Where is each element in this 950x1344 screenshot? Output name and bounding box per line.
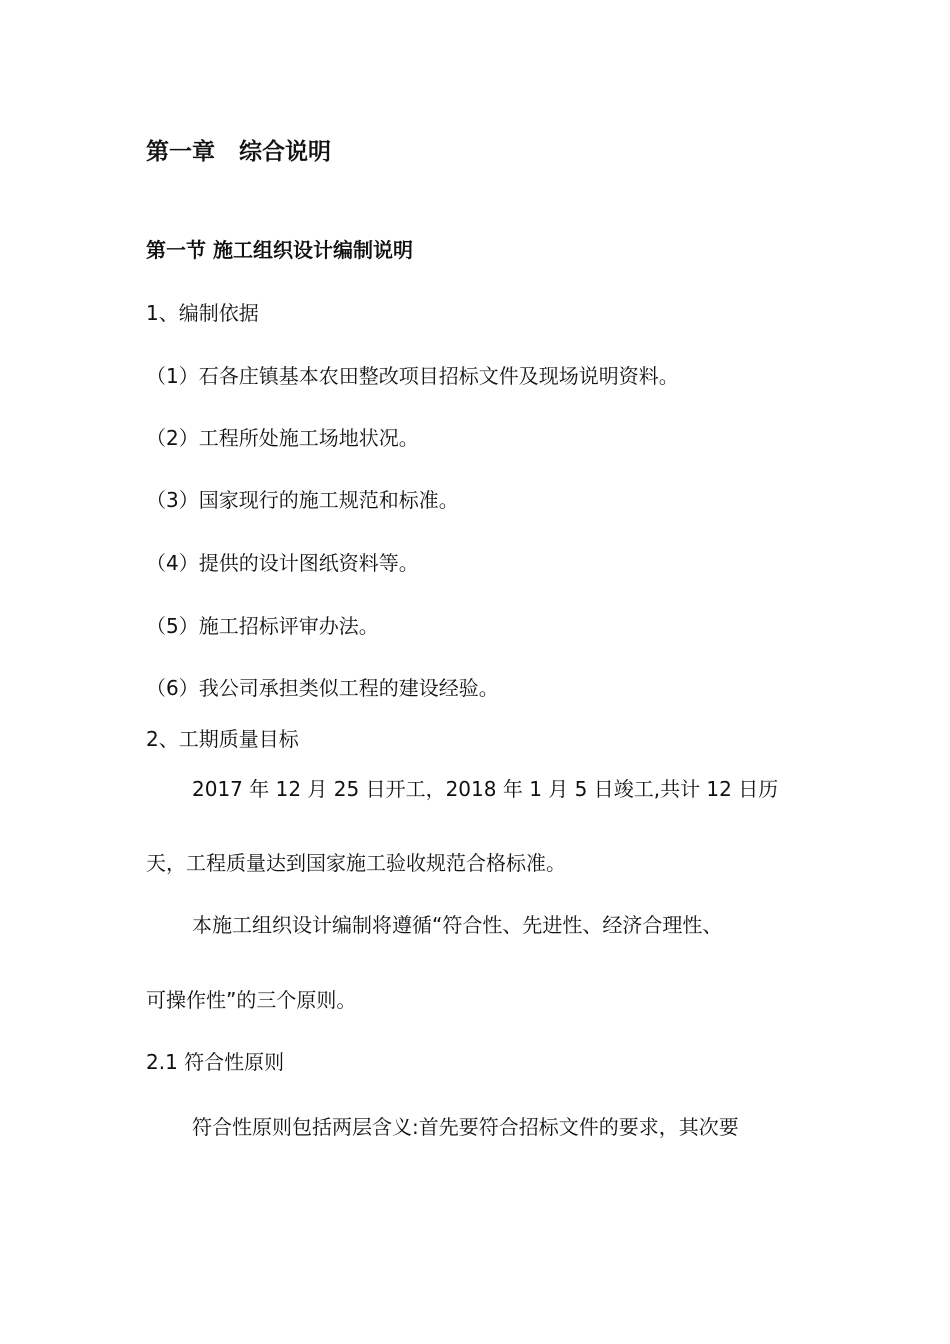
schedule-line-2: 天，工程质量达到国家施工验收规范合格标准。	[146, 851, 566, 875]
principles-line-1: 本施工组织设计编制将遵循“符合性、先进性、经济合理性、	[192, 913, 723, 937]
heading-compilation-basis: 1、编制依据	[146, 301, 259, 325]
basis-item-2: （2）工程所处施工场地状况。	[146, 426, 419, 450]
conformity-line-1: 符合性原则包括两层含义:首先要符合招标文件的要求，其次要	[192, 1115, 739, 1139]
basis-item-1: （1）石各庄镇基本农田整改项目招标文件及现场说明资料。	[146, 364, 679, 388]
principles-line-2: 可操作性”的三个原则。	[146, 988, 357, 1012]
chapter-title: 综合说明	[239, 139, 331, 165]
basis-item-6: （6）我公司承担类似工程的建设经验。	[146, 676, 499, 700]
schedule-line-1: 2017 年 12 月 25 日开工，2018 年 1 月 5 日竣工,共计 12 日历	[192, 777, 779, 801]
basis-item-5: （5）施工招标评审办法。	[146, 614, 379, 638]
basis-item-4: （4）提供的设计图纸资料等。	[146, 551, 419, 575]
chapter-number: 第一章	[146, 139, 215, 165]
heading-schedule-quality: 2、工期质量目标	[146, 727, 299, 751]
section-heading: 第一节 施工组织设计编制说明	[146, 238, 413, 262]
chapter-heading	[146, 138, 331, 166]
basis-item-3: （3）国家现行的施工规范和标准。	[146, 488, 459, 512]
heading-conformity-principle: 2.1 符合性原则	[146, 1050, 285, 1074]
